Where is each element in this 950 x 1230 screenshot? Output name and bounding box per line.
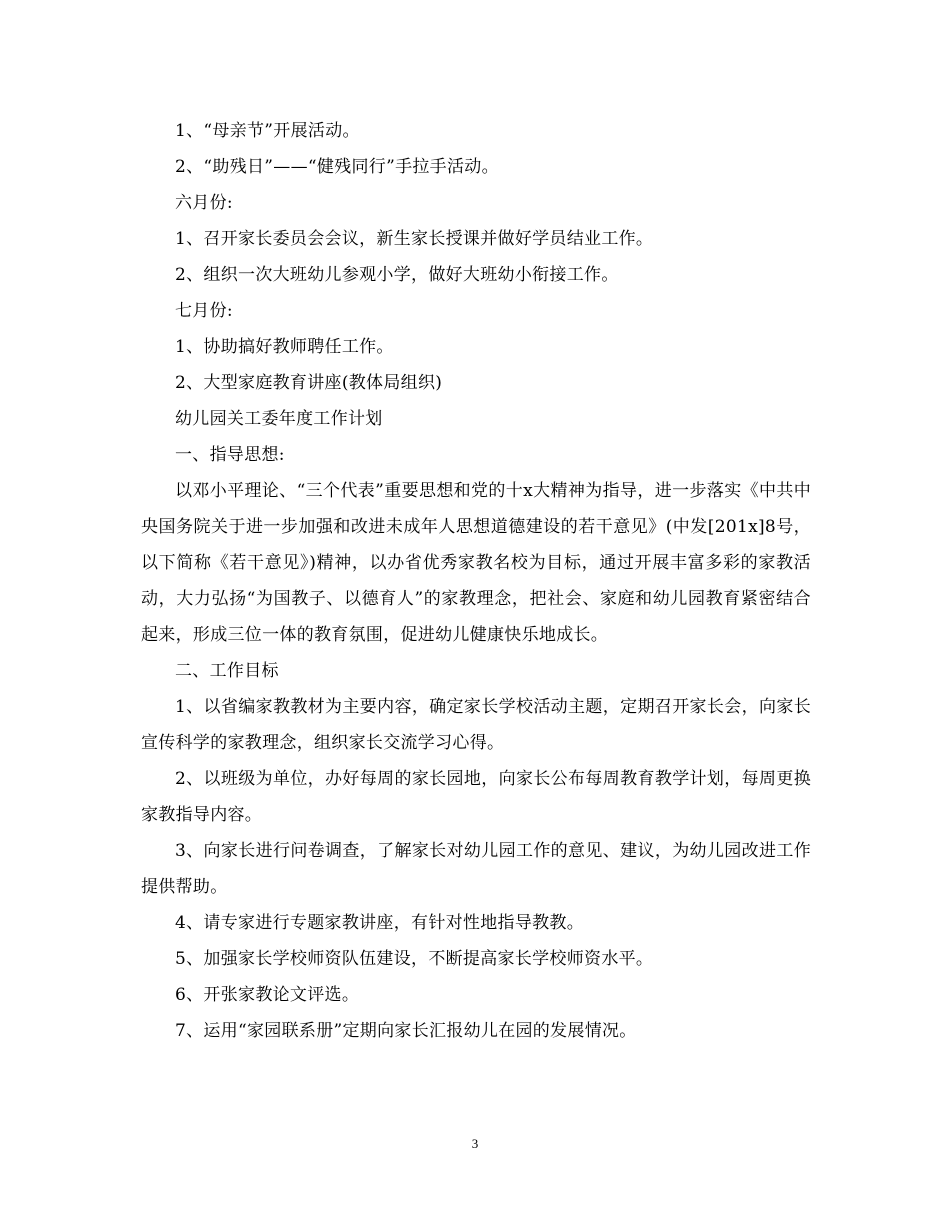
heading-june: 六月份:	[175, 193, 233, 213]
paragraph-july-item-2: 2、大型家庭教育讲座(教体局组织)	[175, 373, 443, 393]
paragraph-goal-2: 2、以班级为单位，办好每周的家长园地，向家长公布每周教育教学计划，每周更换家教指导内容。	[141, 769, 811, 825]
paragraph-goal-7: 7、运用“家园联系册”定期向家长汇报幼儿在园的发展情况。	[175, 1021, 637, 1041]
paragraph-mothers-day: 1、“母亲节”开展活动。	[175, 121, 360, 141]
paragraph-guiding-ideology: 以邓小平理论、“三个代表”重要思想和党的十x大精神为指导，进一步落实《中共中央国务院关于进一步加强和改进未成年人思想道德建设的若干意见》(中发[201x]8号，以下简称《若干意见》)精神，以办省优秀家教名校为目标，通过开展丰富多彩的家教活动，大力弘扬“为国教子、以德育人”的家教理念，把社会、家庭和幼儿园教育紧密结合起来，形成三位一体的教育氛围，促进幼儿健康快乐地成长。	[141, 481, 811, 645]
heading-guiding-ideology: 一、指导思想:	[175, 445, 285, 465]
heading-july: 七月份:	[175, 301, 233, 321]
paragraph-june-item-1: 1、召开家长委员会会议，新生家长授课并做好学员结业工作。	[175, 229, 654, 249]
section-title-annual-plan: 幼儿园关工委年度工作计划	[175, 409, 383, 429]
paragraph-goal-1: 1、以省编家教教材为主要内容，确定家长学校活动主题，定期召开家长会，向家长宣传科学的家教理念，组织家长交流学习心得。	[141, 697, 811, 753]
paragraph-goal-6: 6、开张家教论文评选。	[175, 985, 360, 1005]
page-number: 3	[471, 1136, 479, 1151]
paragraph-goal-3: 3、向家长进行问卷调查，了解家长对幼儿园工作的意见、建议，为幼儿园改进工作提供帮助。	[141, 841, 811, 897]
paragraph-goal-4: 4、请专家进行专题家教讲座，有针对性地指导教教。	[175, 913, 585, 933]
paragraph-june-item-2: 2、组织一次大班幼儿参观小学，做好大班幼小衔接工作。	[175, 265, 619, 285]
paragraph-goal-5: 5、加强家长学校师资队伍建设，不断提高家长学校师资水平。	[175, 949, 654, 969]
paragraph-disability-day: 2、“助残日”——“健残同行”手拉手活动。	[175, 157, 499, 177]
heading-work-goals: 二、工作目标	[175, 661, 279, 681]
document-body	[141, 113, 811, 1049]
paragraph-july-item-1: 1、协助搞好教师聘任工作。	[175, 337, 394, 357]
